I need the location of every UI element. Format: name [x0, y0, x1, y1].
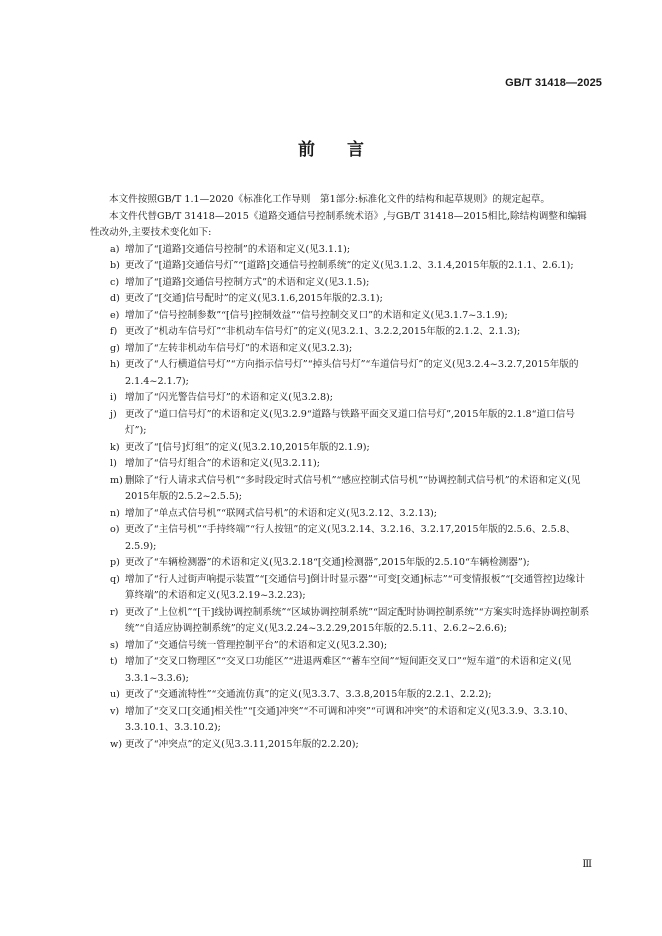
change-item — [90, 456, 590, 473]
change-item-letter: d) — [110, 293, 120, 304]
intro-paragraph-2: 本文件代替GB/T 31418—2015《道路交通信号控制系统术语》,与GB/T 31418—2015相比,除结构调整和编辑性改动外,主要技术变化如下: — [90, 210, 587, 238]
change-item-text: 增加了“交通信号统一管理控制平台”的术语和定义(见3.2.30); — [125, 639, 388, 651]
change-item-letter: m) — [110, 474, 123, 486]
standard-code: GB/T 31418—2025 — [505, 77, 602, 89]
change-item — [90, 258, 590, 275]
change-item-text: 更改了“主信号机”“手持终端”“行人按钮”的定义(见3.2.14、3.2.16、3.2.17,2015年版的2.5.6、2.5.8、2.5.9); — [125, 524, 576, 552]
change-item-letter: r) — [110, 606, 119, 618]
change-item-letter: w) — [110, 738, 122, 750]
intro-paragraph-1: 本文件按照GB/T 1.1—2020《标准化工作导则 第1部分:标准化文件的结构和起草规则》的规定起草。 — [109, 194, 550, 205]
change-item-text: 更改了“上位机”“[干]线协调控制系统”“区域协调控制系统”“固定配时协调控制系统”“方案实时选择协调控制系统”“自适应协调控制系统”的定义(见3.2.24~3.2.29,2015年版的2.5.11、2.6.2~2.6.6); — [125, 606, 590, 634]
change-item-text: 更改了“[交通]信号配时”的定义(见3.1.6,2015年版的2.3.1); — [125, 293, 383, 304]
change-item-text: 增加了“单点式信号机”“联网式信号机”的术语和定义(见3.2.12、3.2.13); — [125, 507, 438, 519]
change-item-letter: u) — [110, 689, 120, 700]
change-item — [90, 473, 590, 506]
change-item — [90, 506, 590, 523]
change-item-text: 更改了“[信号]灯组”的定义(见3.2.10,2015年版的2.1.9); — [125, 441, 370, 453]
change-item-text: 增加了“闪光警告信号灯”的术语和定义(见3.2.8); — [125, 392, 334, 403]
change-item — [90, 291, 590, 308]
change-item-letter: l) — [110, 458, 117, 469]
change-item-letter: a) — [110, 243, 120, 255]
change-item-letter: n) — [110, 507, 120, 519]
change-item-letter: e) — [110, 309, 120, 321]
change-item-text: 更改了“车辆检测器”的术语和定义(见3.2.18“[交通]检测器”,2015年版的2.5.10“车辆检测器”); — [125, 557, 530, 568]
change-item-letter: p) — [110, 557, 120, 568]
change-item-text: 更改了“人行横道信号灯”“方向指示信号灯”“掉头信号灯”“车道信号灯”的定义(见3.2.4~3.2.7,2015年版的2.1.4~2.1.7); — [125, 359, 579, 387]
change-item — [90, 638, 590, 655]
foreword-body — [90, 192, 590, 753]
change-item — [90, 522, 590, 555]
change-item-text: 更改了“冲突点”的定义(见3.3.11,2015年版的2.2.20); — [125, 738, 359, 750]
change-item — [90, 275, 590, 292]
change-item-text: 更改了“交通流特性”“交通流仿真”的定义(见3.3.7、3.3.8,2015年版的2.2.1、2.2.2); — [125, 689, 492, 700]
change-item — [90, 440, 590, 457]
change-item-text: 增加了“交叉口[交通]相关性”“[交通]冲突”“不可调和冲突”“可调和冲突”的术语和定义(见3.3.9、3.3.10、3.3.10.1、3.3.10.2); — [125, 705, 574, 733]
change-item-letter: t) — [110, 656, 118, 667]
change-item-letter: j) — [110, 408, 117, 420]
change-item-letter: k) — [110, 441, 120, 453]
change-item — [90, 324, 590, 341]
change-item — [90, 357, 590, 390]
change-item — [90, 572, 590, 605]
change-item-letter: s) — [110, 639, 119, 651]
change-item — [90, 407, 590, 440]
change-item-letter: c) — [110, 276, 120, 288]
change-item-text: 增加了“信号控制参数”“[信号]控制效益”“信号控制交叉口”的术语和定义(见3.1.7~3.1.9); — [125, 309, 508, 321]
page-title: 前言 — [298, 140, 396, 160]
change-item — [90, 654, 590, 687]
change-item-letter: o) — [110, 524, 120, 535]
change-item-letter: f) — [110, 326, 118, 337]
change-item-letter: g) — [110, 342, 120, 354]
change-item — [90, 555, 590, 572]
change-item — [90, 737, 590, 754]
change-item-text: 更改了“道口信号灯”的术语和定义(见3.2.9“道路与铁路平面交叉道口信号灯”,2015年版的2.1.8“道口信号灯”); — [125, 408, 575, 436]
change-item-letter: b) — [110, 260, 120, 271]
change-item-text: 增加了“左转非机动车信号灯”的术语和定义(见3.2.3); — [125, 342, 353, 354]
change-item-text: 增加了“信号灯组合”的术语和定义(见3.2.11); — [125, 458, 320, 469]
change-item — [90, 242, 590, 259]
change-item — [90, 605, 590, 638]
change-item-letter: q) — [110, 573, 120, 585]
change-item — [90, 341, 590, 358]
change-item — [90, 704, 590, 737]
change-item-text: 增加了“[道路]交通信号控制”的术语和定义(见3.1.1); — [125, 243, 351, 255]
change-item-letter: i) — [110, 392, 117, 403]
change-item-text: 更改了“[道路]交通信号灯”“[道路]交通信号控制系统”的定义(见3.1.2、3.1.4,2015年版的2.1.1、2.6.1); — [125, 260, 574, 271]
change-item — [90, 687, 590, 704]
change-item-text: 增加了“交叉口物理区”“交叉口功能区”“进退两难区”“蓄车空间”“短间距交叉口”“短车道”的术语和定义(见3.3.1~3.3.6); — [125, 656, 572, 684]
change-item-text: 增加了“行人过街声响提示装置”“[交通信号]倒计时显示器”“可变[交通]标志”“可变情报板”“[交通管控]边缘计算终端”的术语和定义(见3.2.19~3.2.23); — [125, 573, 585, 601]
change-item-text: 更改了“机动车信号灯”“非机动车信号灯”的定义(见3.2.1、3.2.2,2015年版的2.1.2、2.1.3); — [125, 326, 521, 337]
change-item-letter: h) — [110, 359, 120, 370]
change-item-text: 删除了“行人请求式信号机”“多时段定时式信号机”“感应控制式信号机”“协调控制式信号机”的术语和定义(见2015年版的2.5.2~2.5.5); — [125, 474, 581, 502]
change-item-text: 增加了“[道路]交通信号控制方式”的术语和定义(见3.1.5); — [125, 276, 370, 288]
technical-changes-list — [90, 242, 590, 754]
change-item — [90, 390, 590, 407]
change-item — [90, 308, 590, 325]
page-number: Ⅲ — [582, 859, 592, 870]
change-item-letter: v) — [110, 705, 120, 717]
